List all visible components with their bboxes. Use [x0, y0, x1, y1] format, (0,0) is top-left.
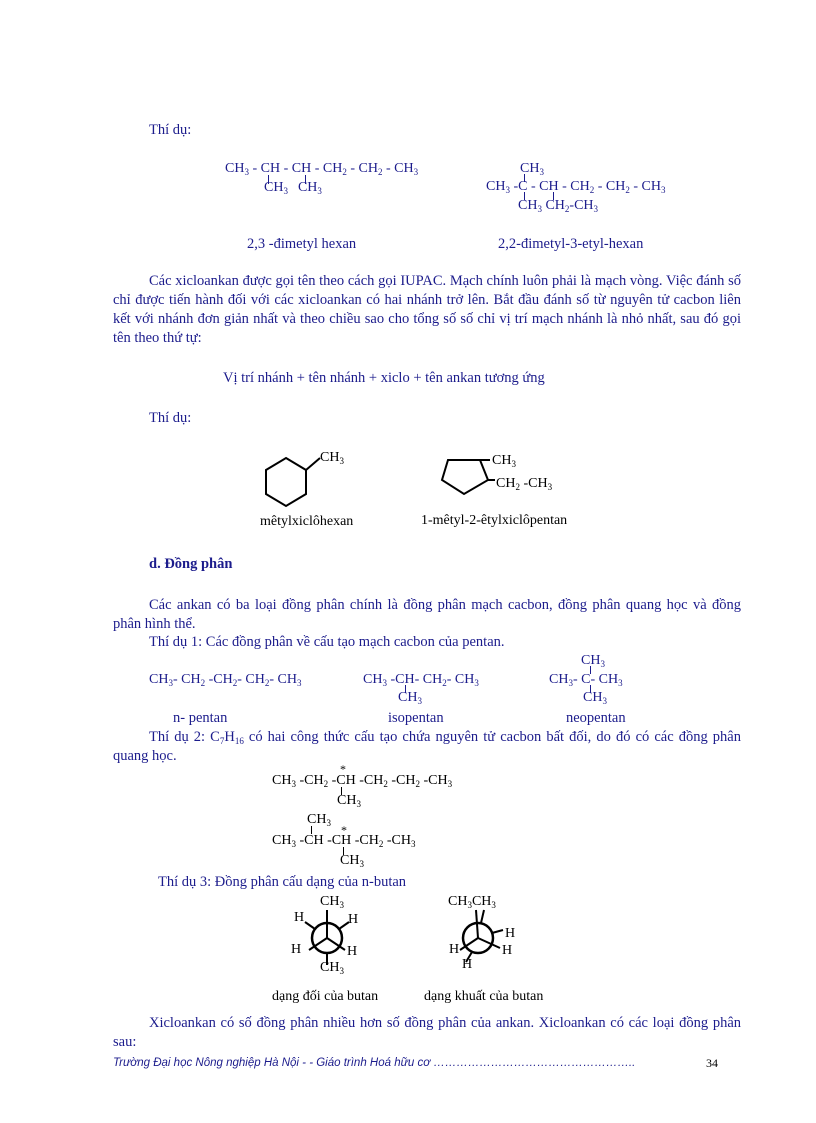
compound-name-isopentane: isopentan [388, 710, 444, 726]
bond-line [524, 174, 525, 182]
newman-staggered-front-ch3: $CH_3$ [320, 894, 344, 910]
newman-atom-h: H [294, 910, 305, 925]
formula-trisubstituted-bottom: $CH_3$ $CH_2-CH_3$ [518, 198, 599, 214]
compound-name-dimethylhexane: 2,3 -đimetyl hexan [247, 236, 357, 252]
compound-name-neopentane: neopentan [566, 710, 626, 726]
formula-dimethylhexane-branches: $CH_3$ $CH_3$ [264, 180, 322, 196]
cyclohexane-substituent: $CH_3$ [320, 450, 344, 466]
formula-neopentane-branch: $CH_3$ [583, 690, 607, 706]
newman-atom-h: H [449, 942, 460, 957]
formula-isopentane-branch: $CH_3$ [398, 690, 422, 706]
naming-rule: Vị trí nhánh + tên nhánh + xiclo + tên ankan tương ứng [223, 370, 545, 386]
example-structural-isomers: Thí dụ 1: Các đồng phân về cấu tạo mạch cacbon của pentan. [149, 634, 505, 650]
formula-neopentane: $CH_3-$ C- $CH_3$ [549, 672, 623, 688]
formula-neopentane-top: $CH_3$ [581, 653, 605, 669]
formula-chiral-a-branch: $CH_3$ [337, 793, 361, 809]
paragraph-cycloalkane-isomers: Xicloankan có số đồng phân nhiều hơn số đồng phân của ankan. Xicloankan có các loại đồng phân sau: [113, 1015, 741, 1050]
example-label: Thí dụ: [149, 410, 192, 426]
formula-chiral-b: $CH_3$ -CH -CH $-CH_2$ $-CH_3$ [272, 833, 416, 849]
example-label: Thí dụ: [149, 122, 192, 138]
paragraph-isomer-types: Các ankan có ba loại đồng phân chính là đồng phân mạch cacbon, đồng phân quang học và đồng phân hình thể. [113, 597, 741, 632]
compound-name-methylcyclohexane: mêtylxiclôhexan [260, 514, 354, 529]
cyclopentane-substituent-methyl: $CH_3$ [492, 453, 516, 469]
formula-chiral-b-branch: $CH_3$ [340, 853, 364, 869]
newman-atom-h: H [291, 942, 302, 957]
footer-text: Trường Đại học Nông nghiệp Hà Nội - - Giáo trình Hoá hữu cơ …………………………………………….. [113, 1057, 636, 1069]
newman-atom-h: H [347, 944, 358, 959]
chiral-star: * [340, 762, 346, 776]
section-heading-isomers: d. Đồng phân [149, 556, 233, 572]
formula-chiral-b-top: $CH_3$ [307, 812, 331, 828]
newman-atom-h: H [505, 926, 516, 941]
formula-isopentane: $CH_3$ -CH- $CH_2-$ $CH_3$ [363, 672, 479, 688]
newman-staggered-back-ch3: $CH_3$ [320, 960, 344, 976]
caption-eclipsed: dạng khuất của butan [424, 989, 544, 1004]
compound-name-methylethylcyclopentane: 1-mêtyl-2-êtylxiclôpentan [421, 513, 568, 528]
newman-atom-h: H [348, 912, 359, 927]
newman-eclipsed-ch3-pair: $CH_3CH_3$ [448, 894, 496, 910]
caption-staggered: dạng đối của butan [272, 989, 379, 1004]
formula-trisubstituted-main: $CH_3$ -C - CH - $CH_2 - CH_2 - CH_3$ [486, 179, 666, 195]
compound-name-trisubstituted: 2,2-đimetyl-3-etyl-hexan [498, 236, 644, 252]
formula-dimethylhexane-main: $CH_3$ - CH - CH - $CH_2 - CH_2 - CH_3$ [225, 161, 419, 177]
cyclopentane-substituent-ethyl: $CH_2$ $-CH_3$ [496, 476, 553, 492]
page-number: 34 [706, 1056, 718, 1070]
formula-chiral-a: $CH_3$ $-CH_2$ -CH $-CH_2$ $-CH_2$ $-CH_3$ [272, 773, 453, 789]
chiral-star: * [341, 823, 347, 837]
paragraph-cycloalkane-naming: Các xicloankan được gọi tên theo cách gọi IUPAC. Mạch chính luôn phải là mạch vòng. Việc đánh số chỉ được tiến hành đối với các xicloankan có hai nhánh trở lên. Bắt đầu đánh số từ nguyên tử cacbon liên kết với nhánh đơn giản nhất và theo chiều sao cho tổng số số chỉ vị trí mạch nhánh là nhỏ nhất, sau đó gọi tên theo thứ tự: [113, 273, 741, 346]
cyclopentane-ring [440, 452, 500, 497]
compound-name-n-pentane: n- pentan [173, 710, 228, 726]
newman-atom-h: H [462, 957, 473, 972]
formula-trisubstituted-top: $CH_3$ [520, 161, 544, 177]
example-conformers: Thí dụ 3: Đồng phân cấu dạng của n-butan [158, 874, 407, 890]
formula-n-pentane: $CH_3-$ $CH_2$ $-CH_2-$ $CH_2-$ $CH_3$ [149, 672, 302, 688]
newman-atom-h: H [502, 943, 513, 958]
paragraph-optical-isomers: Thí dụ 2: $C_7H_{16}$ có hai công thức cấu tạo chứa nguyên tử cacbon bất đối, do đó có các đồng phân quang học. [113, 729, 741, 764]
